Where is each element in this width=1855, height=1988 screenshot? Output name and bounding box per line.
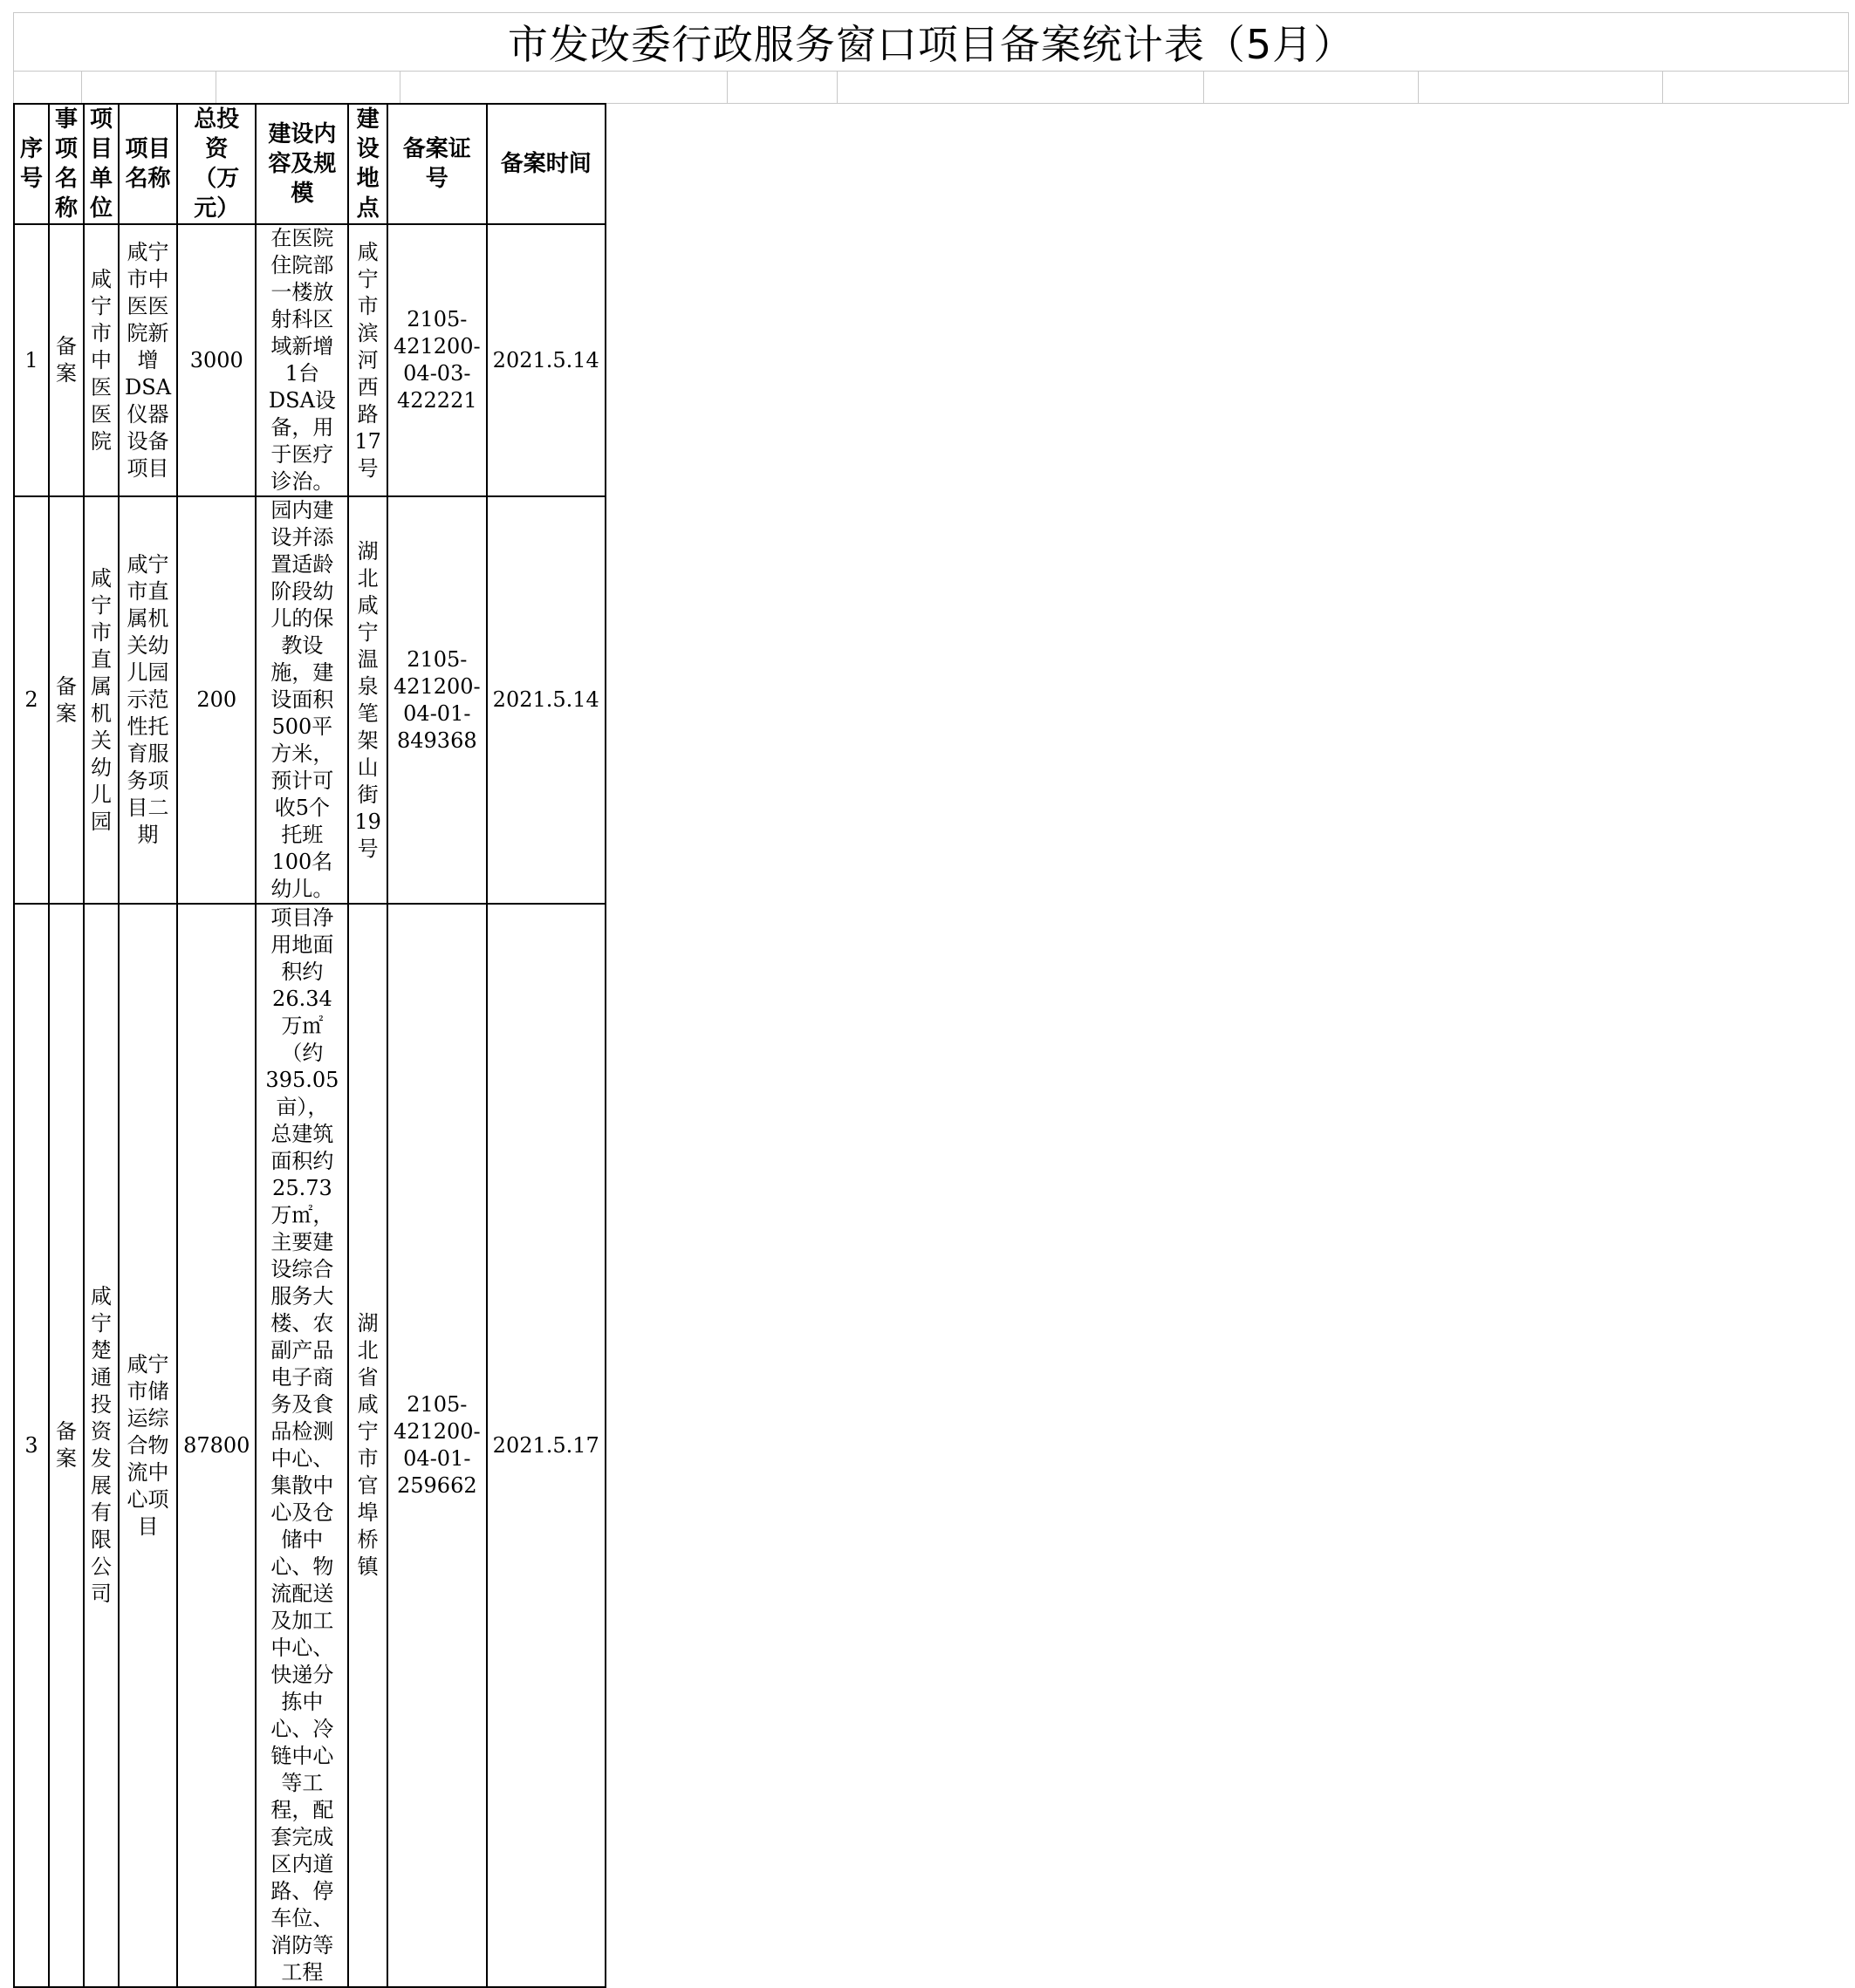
header-cell[interactable]: 序号 [14,104,49,224]
table-row [14,904,606,1987]
header-cell[interactable]: 项目名称 [119,104,177,224]
project-name-cell[interactable]: 咸宁市储运综合物流中心项目 [119,904,177,1987]
investment-cell[interactable]: 87800 [177,904,256,1987]
blank-spacer-row [13,72,1849,104]
header-cell[interactable]: 建设内容及规模 [256,104,348,224]
blank-cell[interactable] [216,72,400,104]
filing-date-cell[interactable]: 2021.5.14 [487,496,606,904]
row-number-cell[interactable]: 1 [14,224,49,496]
item-name-cell[interactable]: 备案 [49,496,84,904]
header-row [14,104,606,224]
filing-date-cell[interactable]: 2021.5.14 [487,224,606,496]
certificate-number-cell[interactable]: 2105-421200-04-01-849368 [387,496,487,904]
sheet-title: 市发改委行政服务窗口项目备案统计表（5月） [13,12,1849,72]
filing-date-cell[interactable]: 2021.5.17 [487,904,606,1987]
location-cell[interactable]: 湖北省咸宁市官埠桥镇 [348,904,387,1987]
blank-cell[interactable] [400,72,728,104]
location-cell[interactable]: 咸宁市滨河西路17号 [348,224,387,496]
header-cell[interactable]: 事项名称 [49,104,84,224]
blank-cell[interactable] [1204,72,1419,104]
blank-cell[interactable] [82,72,216,104]
blank-cell[interactable] [13,72,82,104]
item-name-cell[interactable]: 备案 [49,904,84,1987]
header-cell[interactable]: 总投资（万元） [177,104,256,224]
project-unit-cell[interactable]: 咸宁市中医医院 [84,224,119,496]
project-unit-cell[interactable]: 咸宁楚通投资发展有限公司 [84,904,119,1987]
header-cell[interactable]: 备案证号 [387,104,487,224]
row-number-cell[interactable]: 2 [14,496,49,904]
certificate-number-cell[interactable]: 2105-421200-04-01-259662 [387,904,487,1987]
blank-cell[interactable] [1419,72,1663,104]
record-table [13,103,606,1988]
header-cell[interactable]: 建设地点 [348,104,387,224]
item-name-cell[interactable]: 备案 [49,224,84,496]
table-row [14,224,606,496]
blank-cell[interactable] [728,72,838,104]
table-row [14,496,606,904]
project-name-cell[interactable]: 咸宁市中医医院新增DSA仪器设备项目 [119,224,177,496]
header-cell[interactable]: 项目单位 [84,104,119,224]
row-number-cell[interactable]: 3 [14,904,49,1987]
header-cell[interactable]: 备案时间 [487,104,606,224]
blank-cell[interactable] [1663,72,1849,104]
investment-cell[interactable]: 200 [177,496,256,904]
project-unit-cell[interactable]: 咸宁市直属机关幼儿园 [84,496,119,904]
content-scale-cell[interactable]: 在医院住院部一楼放射科区域新增1台DSA设备，用于医疗诊治。 [256,224,348,496]
content-scale-cell[interactable]: 项目净用地面积约26.34万㎡（约395.05亩），总建筑面积约25.73万㎡，主要建设综合服务大楼、农副产品电子商务及食品检测中心、集散中心及仓储中心、物流配送及加工中心、快递分拣中心、冷链中心等工程，配套完成区内道路、停车位、消防等工程 [256,904,348,1987]
location-cell[interactable]: 湖北咸宁温泉笔架山街19号 [348,496,387,904]
blank-cell[interactable] [838,72,1204,104]
investment-cell[interactable]: 3000 [177,224,256,496]
content-scale-cell[interactable]: 园内建设并添置适龄阶段幼儿的保教设施，建设面积500平方米，预计可收5个托班100名幼儿。 [256,496,348,904]
project-name-cell[interactable]: 咸宁市直属机关幼儿园示范性托育服务项目二期 [119,496,177,904]
certificate-number-cell[interactable]: 2105-421200-04-03-422221 [387,224,487,496]
